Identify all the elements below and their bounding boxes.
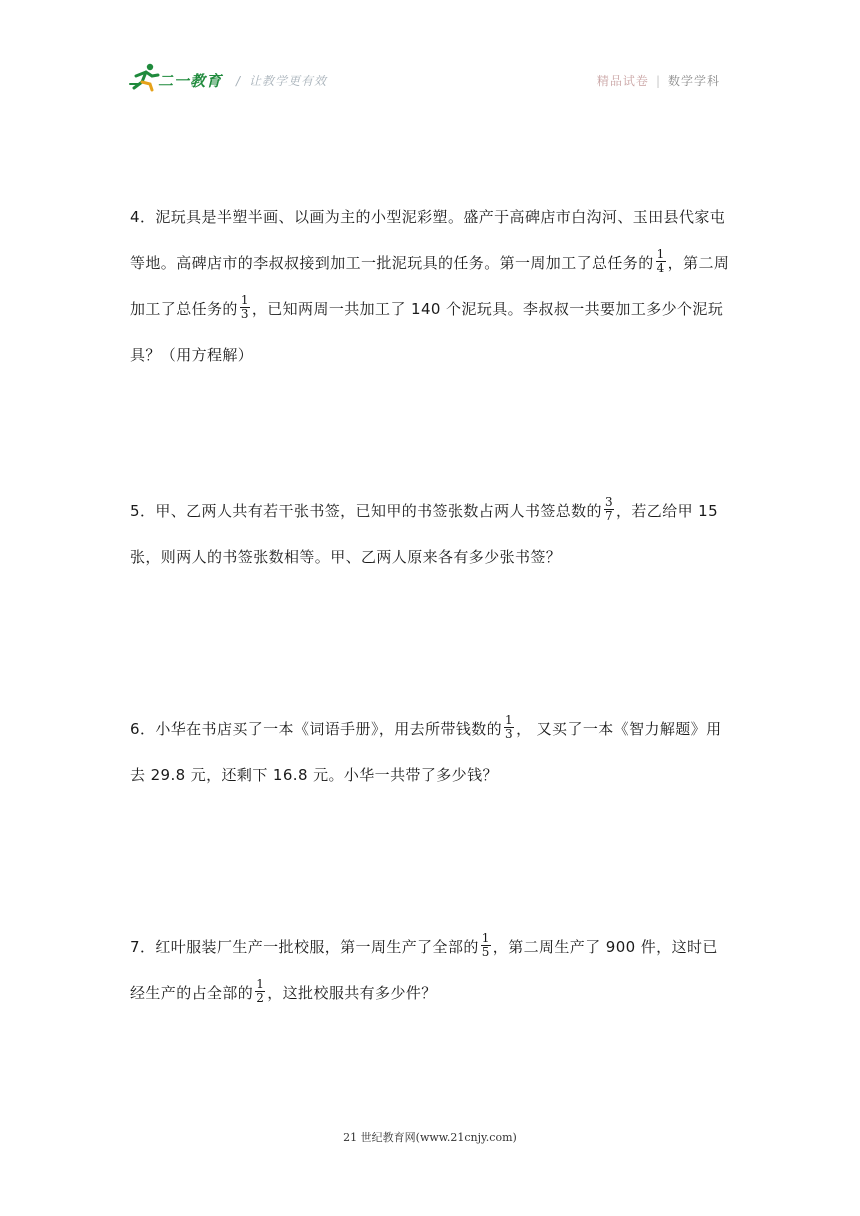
fraction-denominator: 2 (256, 991, 265, 1005)
fraction (240, 294, 250, 321)
fraction (656, 248, 666, 275)
fraction-denominator: 5 (481, 945, 490, 959)
page-footer: 21 世纪教育网(www.21cnjy.com) (343, 1131, 517, 1144)
question-text: ，第二周生产了 900 件，这时已经生产的占全部的 (130, 938, 718, 1002)
fraction-denominator: 3 (240, 307, 249, 321)
question-text: 7．红叶服装厂生产一批校服，第一周生产了全部的 (130, 938, 479, 956)
header-separator: | (655, 74, 661, 88)
runner-logo-icon (128, 62, 162, 92)
fraction-numerator: 1 (481, 931, 490, 945)
fraction-denominator: 3 (505, 727, 514, 741)
question-4 (130, 194, 730, 378)
fraction (604, 496, 614, 523)
fraction (255, 978, 265, 1005)
question-text: ，已知两周一共加工了 140 个泥玩具。李叔叔一共要加工多少个泥玩具？（用方程解） (130, 300, 724, 364)
tag-subject: 数学学科 (667, 74, 720, 88)
question-text: ，这批校服共有多少件？ (267, 984, 437, 1002)
fraction-numerator: 1 (505, 713, 514, 727)
question-6 (130, 706, 730, 798)
slogan (236, 72, 327, 89)
fraction-numerator: 1 (256, 977, 265, 991)
question-text: ，第二周加工了总任务的 (130, 254, 730, 318)
fraction-numerator: 1 (656, 247, 665, 261)
question-text: 4．泥玩具是半塑半画、以画为主的小型泥彩塑。盛产于高碑店市白沟河、玉田县代家屯等地。高碑店市的李叔叔接到加工一批泥玩具的任务。第一周加工了总任务的 (130, 208, 726, 272)
fraction-denominator: 7 (604, 509, 613, 523)
question-7 (130, 924, 730, 1016)
logo-text: 二一教育 (158, 72, 223, 90)
question-text: 6．小华在书店买了一本《词语手册》，用去所带钱数的 (130, 720, 503, 738)
slogan-slash: / (236, 74, 242, 88)
slogan-text: 让教学更有效 (249, 74, 328, 88)
question-text: 5．甲、乙两人共有若干张书签，已知甲的书签张数占两人书签总数的 (130, 502, 602, 520)
page-header (128, 62, 720, 102)
question-text: ，若乙给甲 15 张，则两人的书签张数相等。甲、乙两人原来各有多少张书签？ (130, 502, 719, 566)
fraction (504, 714, 514, 741)
fraction-numerator: 1 (240, 293, 249, 307)
question-text: ， 又买了一本《智力解题》用去 29.8 元，还剩下 16.8 元。小华一共带了多少钱？ (130, 720, 722, 784)
fraction-numerator: 3 (604, 495, 613, 509)
fraction (481, 932, 491, 959)
tag-premium-paper: 精品试卷 (596, 74, 649, 88)
header-tags (597, 72, 720, 89)
question-5 (130, 488, 730, 580)
fraction-denominator: 4 (656, 261, 665, 275)
